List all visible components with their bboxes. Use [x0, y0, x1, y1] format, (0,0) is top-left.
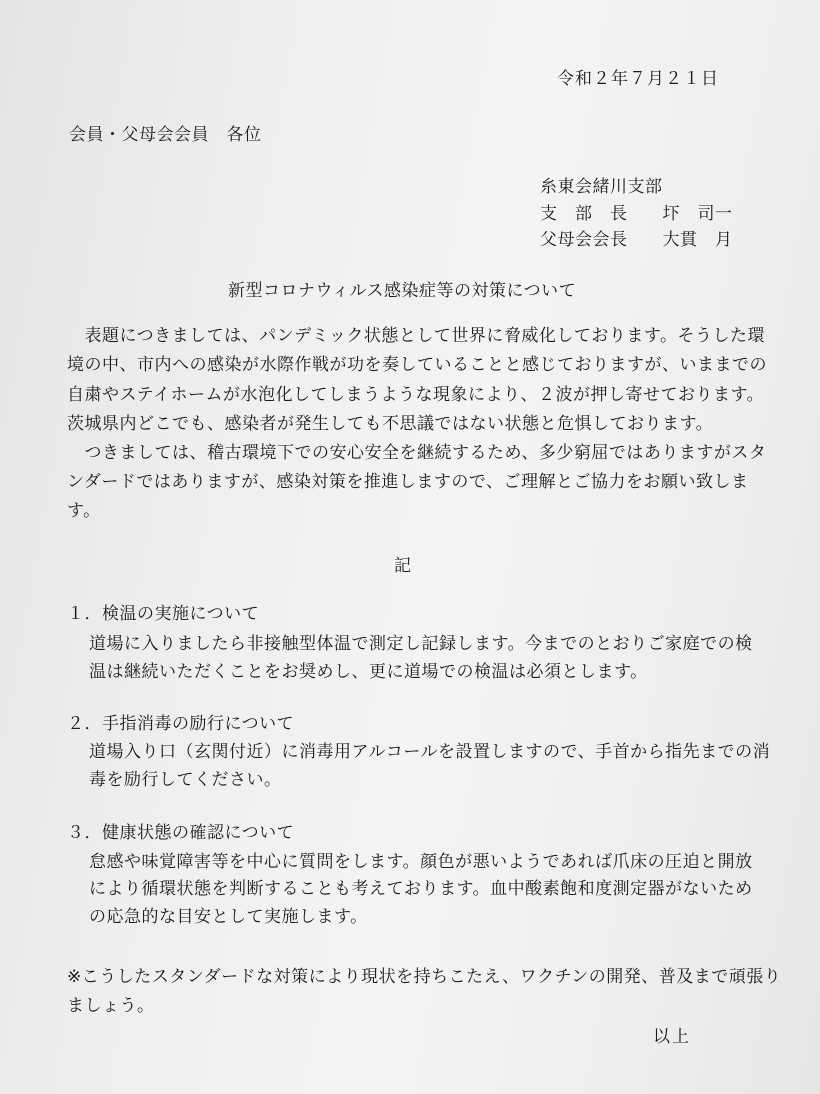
item-line: 怠感や味覚障害等を中心に質問をします。顔色が悪いようであれば爪床の圧迫と開放: [89, 852, 753, 872]
item-line: 道場に入りましたら非接触型体温で測定し記録します。今までのとおりご家庭での検: [89, 634, 753, 654]
body-line: す。: [67, 501, 101, 521]
item-heading: ２．手指消毒の励行について: [67, 714, 295, 734]
item-line: 温は継続いただくことをお奨めし、更に道場での検温は必須とします。: [89, 662, 648, 682]
item-line: の応急的な目安として実施します。: [89, 907, 368, 927]
document-date: 令和２年７月２１日: [557, 69, 719, 89]
sender-organization: 糸東会緒川支部: [540, 177, 663, 197]
item-heading: ３．健康状態の確認について: [67, 823, 295, 843]
body-line: 自粛やステイホームが水泡化してしまうような現象により、２波が押し寄せております。: [67, 385, 765, 405]
addressee: 会員・父母会会員 各位: [69, 125, 262, 145]
item-heading: １．検温の実施について: [67, 604, 260, 624]
body-line: 表題につきましては、パンデミック状態として世界に脅威化しております。そうした環: [67, 326, 765, 346]
body-line: つきましては、稽古環境下での安心安全を継続するため、多少窮屈ではありますがスタ: [67, 443, 767, 463]
body-line: 茨城県内どこでも、感染者が発生しても不思議ではない状態と危惧しております。: [67, 414, 714, 434]
note-line: ましょう。: [67, 996, 155, 1016]
note-line: ※こうしたスタンダードな対策により現状を持ちこたえ、ワクチンの開発、普及まで頑張り: [67, 967, 782, 987]
item-line: 道場入り口（玄関付近）に消毒用アルコールを設置しますので、手首から指先までの消: [89, 742, 771, 762]
sender-parents-chair: 父母会会長 大貫 月: [540, 230, 733, 250]
sender-branch-head: 支 部 長 圷 司一: [540, 204, 733, 224]
body-line: ンダードではありますが、感染対策を推進しますので、ご理解とご協力をお願い致しま: [67, 472, 749, 492]
document-title: 新型コロナウィルス感染症等の対策について: [228, 281, 577, 301]
item-line: により循環状態を判断することも考えております。血中酸素飽和度測定器がないため: [89, 879, 753, 899]
closing-mark: 以上: [653, 1027, 691, 1047]
item-line: 毒を励行してください。: [89, 770, 282, 790]
body-line: 境の中、市内への感染が水際作戦が功を奏していることと感じておりますが、いままでの: [67, 355, 767, 375]
ki-heading: 記: [394, 556, 412, 576]
